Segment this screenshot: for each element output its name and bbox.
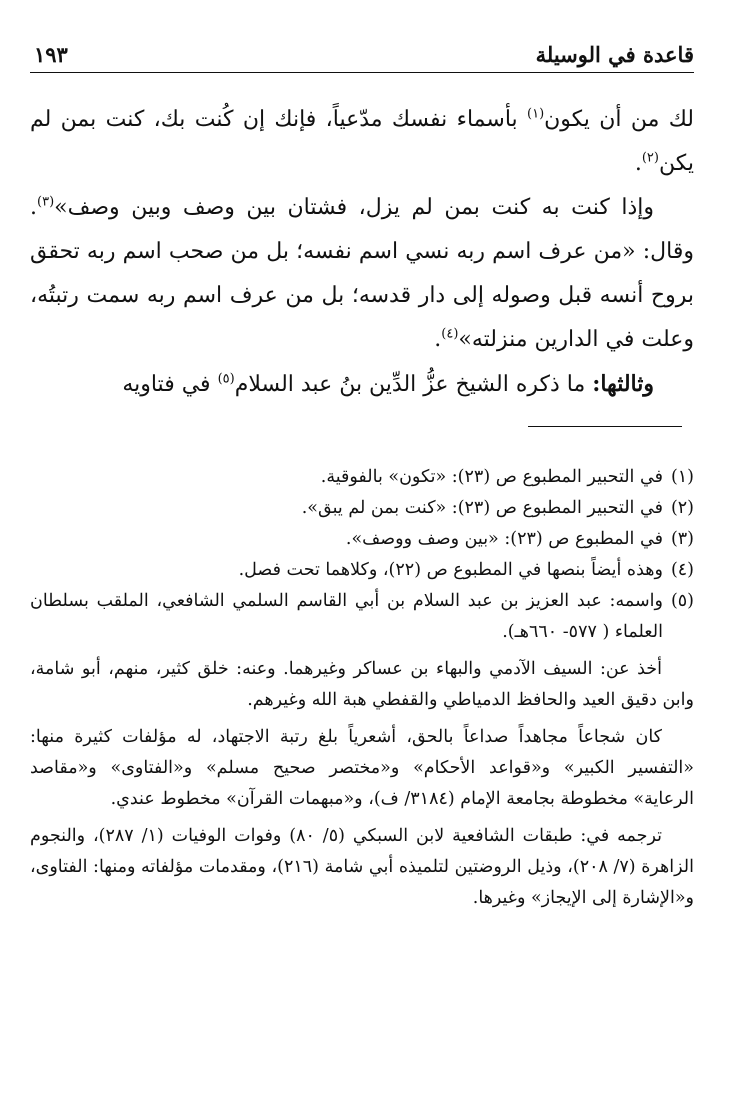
- footnote-text: في التحبير المطبوع ص (٢٣): «تكون» بالفوقية.: [320, 467, 663, 487]
- page-number: ١٩٣: [34, 42, 68, 67]
- bio-paragraph-1: أخذ عن: السيف الآدمي والبهاء بن عساكر وغيرهما. وعنه: خلق كثير، منهم، أبو شامة، وابن دقيق العيد والحافظ الدمياطي والقفطي هبة الله وغيرهم.: [30, 659, 694, 710]
- p1-text: لك من أن يكون: [544, 107, 694, 132]
- footnote-ref-3[interactable]: (٣): [37, 194, 55, 210]
- main-text: [30, 98, 694, 407]
- footnote-number: (٣): [670, 529, 694, 549]
- footnote-ref-2[interactable]: (٢): [641, 150, 659, 166]
- footnote-5: [30, 586, 694, 648]
- footnote-4: [30, 555, 694, 586]
- p2-end: .: [434, 327, 442, 352]
- paragraph-1: [30, 98, 694, 186]
- footnote-text: وهذه أيضاً بنصها في المطبوع ص (٢٢)، وكلاهما تحت فصل.: [238, 560, 663, 580]
- footnote-number: (٢): [670, 498, 694, 518]
- footnote-1: [30, 462, 694, 493]
- bio-paragraph-3: ترجمه في: طبقات الشافعية لابن السبكي (٥/ ٨٠) وفوات الوفيات (١/ ٢٨٧)، والنجوم الزاهرة (٧/ ٢٠٨)، وذيل الروضتين لتلميذه أبي شامة (٢١٦)، ومقدمات مؤلفاته ومنها: الفتاوى، و«الإشارة إلى الإيجاز» وغيرها.: [30, 826, 694, 908]
- bio-paragraph-2: كان شجاعاً مجاهداً صداعاً بالحق، أشعرياً بلغ رتبة الاجتهاد، له مؤلفات كثيرة منها: «التفسير الكبير» و«قواعد الأحكام» و«مختصر صحيح مسلم» و«الفتاوى» و«مقاصد الرعاية» مخطوطة بجامعة الإمام (٣١٨٤/ ف)، و«مبهمات القرآن» مخطوط عندي.: [30, 727, 694, 809]
- running-title: قاعدة في الوسيلة: [535, 42, 694, 67]
- page-header: [30, 38, 694, 73]
- p3-text2: في فتاويه: [122, 372, 218, 397]
- footnotes: [30, 462, 694, 914]
- footnote-number: (١): [670, 467, 694, 487]
- p2-text2: . وقال: «من عرف اسم ربه نسي اسم نفسه؛ بل من صحب اسم ربه تحقق بروح أنسه قبل وصوله إلى دار قدسه؛ بل من عرف اسم ربه سمت رتبتُه، وعلت في الدارين منزلته»: [30, 195, 694, 352]
- footnote-2: [30, 493, 694, 524]
- footnote-text: في التحبير المطبوع ص (٢٣): «كنت بمن لم يبق».: [301, 498, 663, 518]
- footnote-3: [30, 524, 694, 555]
- footnote-number: (٥): [670, 591, 694, 611]
- p3-lead: وثالثها:: [592, 371, 654, 397]
- footnote-number: (٤): [670, 560, 694, 580]
- paragraph-3: [30, 362, 694, 407]
- footnote-ref-1[interactable]: (١): [527, 106, 545, 122]
- p3-text: ما ذكره الشيخ عزُّ الدِّين بنُ عبد السلام: [234, 372, 593, 397]
- footnote-text: واسمه: عبد العزيز بن عبد السلام بن أبي القاسم السلمي الشافعي، الملقب بسلطان العلماء ( ٥٧٧- ٦٦٠هـ).: [30, 591, 663, 642]
- p1-end: .: [634, 151, 642, 176]
- footnote-ref-4[interactable]: (٤): [441, 326, 459, 342]
- footnote-separator: [528, 426, 682, 427]
- p2-text: وإذا كنت به كنت بمن لم يزل، فشتان بين وصف وبين وصف»: [54, 195, 654, 220]
- p1-text2: بأسماء نفسك مدّعياً، فإنك إن كُنت بك، كنت بمن لم يكن: [30, 107, 694, 176]
- footnote-ref-5[interactable]: (٥): [217, 371, 235, 387]
- paragraph-2: [30, 186, 694, 362]
- footnote-text: في المطبوع ص (٢٣): «بين وصف ووصف».: [345, 529, 663, 549]
